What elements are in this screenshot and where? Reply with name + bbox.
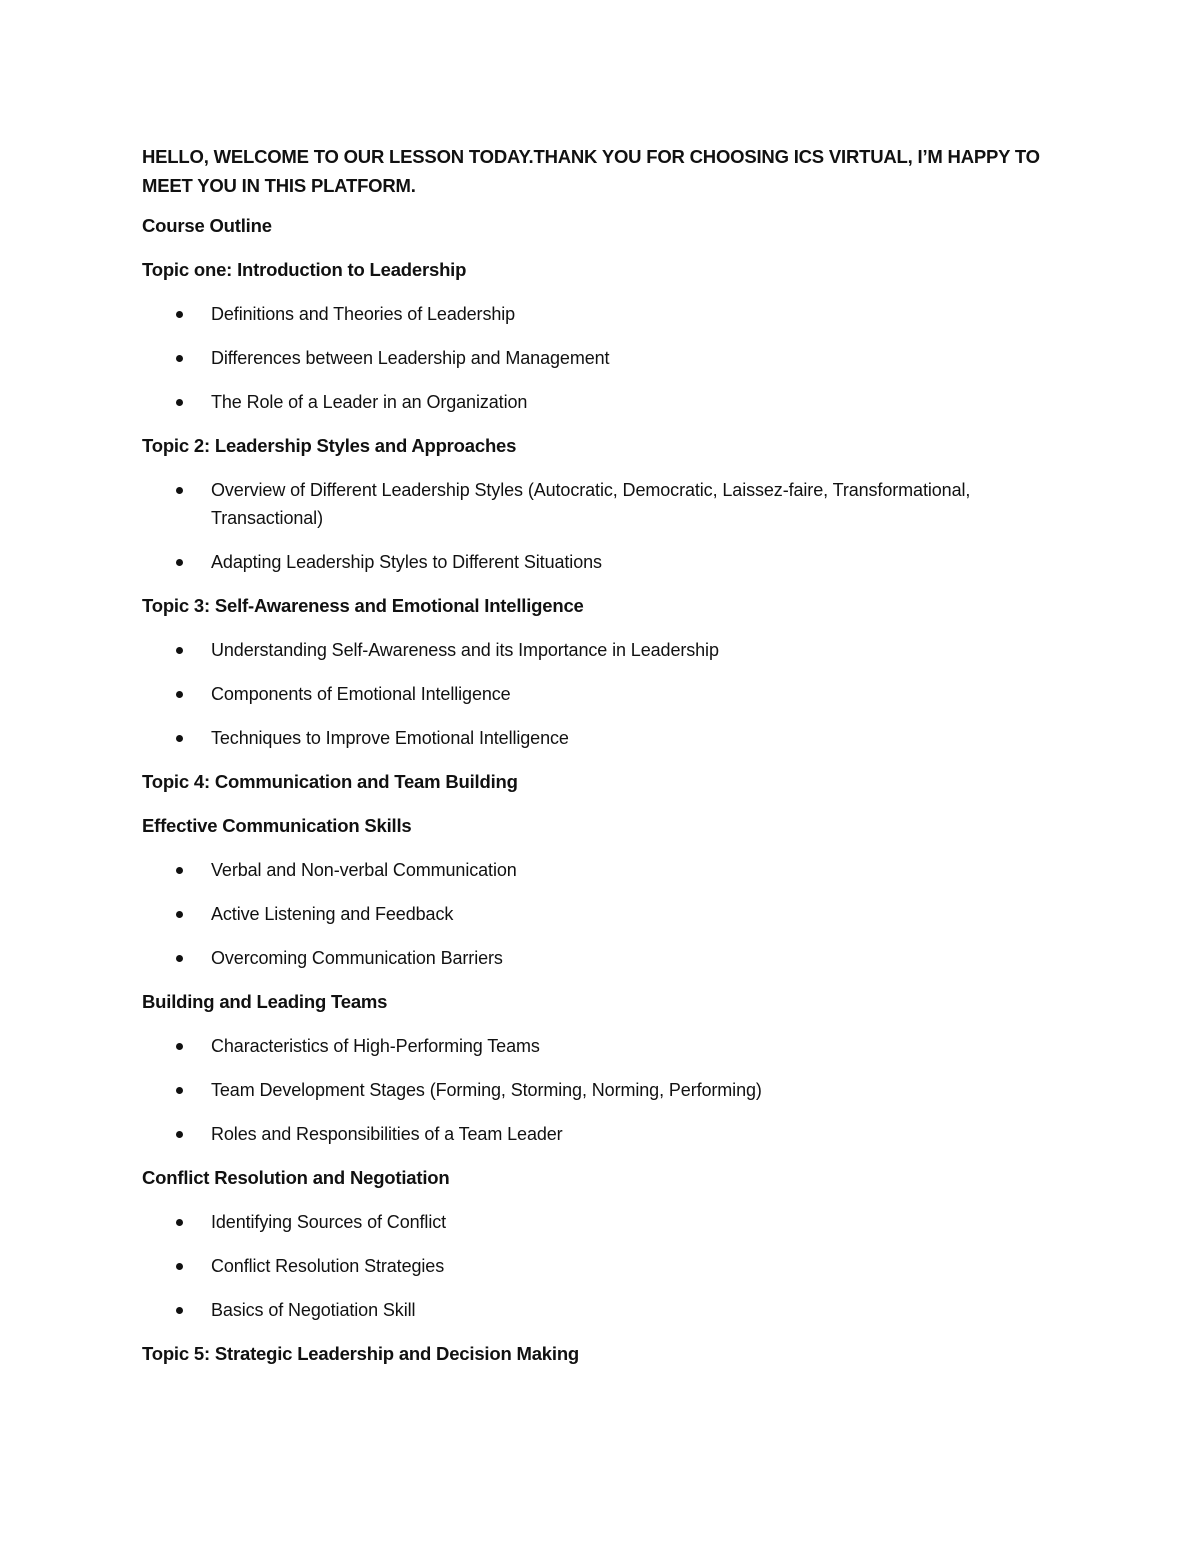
- list-item-text: Components of Emotional Intelligence: [211, 684, 511, 704]
- list-item-text: Definitions and Theories of Leadership: [211, 304, 516, 324]
- list-item: [142, 1120, 1062, 1148]
- list-item-text: Identifying Sources of Conflict: [211, 1212, 447, 1232]
- list-item: [142, 1208, 1062, 1236]
- list-item-text: Overview of Different Leadership Styles (Autocratic, Democratic, Laissez-faire, Transformational, Transactional): [211, 480, 971, 528]
- section-heading: Topic 5: Strategic Leadership and Decision Making: [142, 1343, 580, 1364]
- list-item-text: Team Development Stages (Forming, Storming, Norming, Performing): [211, 1080, 762, 1100]
- section-heading: Effective Communication Skills: [142, 815, 412, 836]
- list-item: [142, 1296, 1062, 1324]
- bullet-icon: [176, 311, 183, 318]
- bullet-icon: [176, 1263, 183, 1270]
- list-item: [142, 476, 1062, 532]
- bullet-icon: [176, 911, 183, 918]
- list-item: [142, 680, 1062, 708]
- list-item-text: Conflict Resolution Strategies: [211, 1256, 445, 1276]
- list-item-text: Understanding Self-Awareness and its Importance in Leadership: [211, 640, 719, 660]
- bullet-list: [142, 1208, 1062, 1324]
- list-item-text: Active Listening and Feedback: [211, 904, 454, 924]
- list-item-text: Verbal and Non-verbal Communication: [211, 860, 517, 880]
- list-item: [142, 548, 1062, 576]
- outline-sections: [142, 256, 1062, 1368]
- list-item-text: Adapting Leadership Styles to Different Situations: [211, 552, 602, 572]
- bullet-list: [142, 856, 1062, 972]
- bullet-icon: [176, 1043, 183, 1050]
- bullet-icon: [176, 647, 183, 654]
- list-item-text: Characteristics of High-Performing Teams: [211, 1036, 540, 1056]
- section-heading: Conflict Resolution and Negotiation: [142, 1167, 450, 1188]
- list-item: [142, 300, 1062, 328]
- list-item: [142, 1032, 1062, 1060]
- list-item-text: The Role of a Leader in an Organization: [211, 392, 528, 412]
- list-item: [142, 724, 1062, 752]
- bullet-icon: [176, 691, 183, 698]
- list-item: [142, 636, 1062, 664]
- section-heading: Topic one: Introduction to Leadership: [142, 259, 467, 280]
- section-heading: Topic 2: Leadership Styles and Approaches: [142, 435, 517, 456]
- course-outline-title: Course Outline: [142, 215, 272, 236]
- section-heading: Topic 4: Communication and Team Building: [142, 771, 518, 792]
- bullet-icon: [176, 1087, 183, 1094]
- list-item: [142, 1252, 1062, 1280]
- bullet-icon: [176, 487, 183, 494]
- list-item: [142, 856, 1062, 884]
- list-item: [142, 388, 1062, 416]
- list-item-text: Techniques to Improve Emotional Intelligence: [211, 728, 569, 748]
- bullet-list: [142, 636, 1062, 752]
- bullet-icon: [176, 1307, 183, 1314]
- bullet-icon: [176, 735, 183, 742]
- list-item-text: Basics of Negotiation Skill: [211, 1300, 416, 1320]
- bullet-list: [142, 300, 1062, 416]
- section-heading: Topic 3: Self-Awareness and Emotional Intelligence: [142, 595, 584, 616]
- bullet-icon: [176, 1131, 183, 1138]
- list-item-text: Differences between Leadership and Management: [211, 348, 610, 368]
- list-item-text: Roles and Responsibilities of a Team Leader: [211, 1124, 563, 1144]
- list-item: [142, 1076, 1062, 1104]
- list-item: [142, 900, 1062, 928]
- list-item-text: Overcoming Communication Barriers: [211, 948, 503, 968]
- section-heading: Building and Leading Teams: [142, 991, 388, 1012]
- bullet-icon: [176, 355, 183, 362]
- bullet-icon: [176, 399, 183, 406]
- bullet-icon: [176, 559, 183, 566]
- list-item: [142, 944, 1062, 972]
- bullet-icon: [176, 867, 183, 874]
- document-content: [142, 142, 1062, 1384]
- list-item: [142, 344, 1062, 372]
- bullet-icon: [176, 955, 183, 962]
- bullet-list: [142, 1032, 1062, 1148]
- bullet-list: [142, 476, 1062, 576]
- intro-text: HELLO, WELCOME TO OUR LESSON TODAY.THANK YOU FOR CHOOSING ICS VIRTUAL, I’M HAPPY TO MEET YOU IN THIS PLATFORM.: [142, 146, 1040, 196]
- bullet-icon: [176, 1219, 183, 1226]
